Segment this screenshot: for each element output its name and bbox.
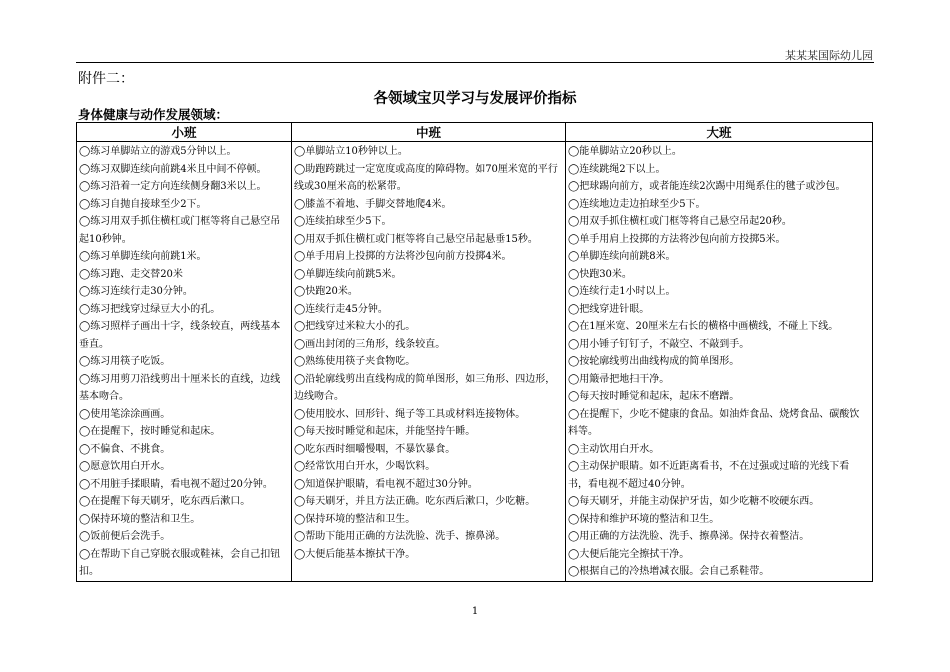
list-item: ◯用簸帚把地扫干净。 [568,373,670,385]
small-class-column [77,142,292,582]
list-item: ◯在提醒下每天刷牙，吃东西后漱口。 [79,496,251,507]
list-item: ◯帮助下能用正确的方法洗脸、洗手、擦鼻涕。 [294,531,506,542]
list-item: ◯沿轮廓线剪出直线构成的简单图形，如三角形、四边形，边线吻合。 [294,373,556,402]
list-item: ◯经常饮用白开水，少喝饮料。 [294,461,436,472]
list-item: ◯按轮廓线剪出曲线构成的简单图形。 [568,356,740,367]
list-item: ◯连续行走45分钟。 [294,303,388,315]
school-name: 某某某国际幼儿园 [785,49,873,62]
list-item: ◯助跑跨跳过一定宽度或高度的障碍物。如70厘米宽的平行线或30厘米高的松紧带。 [294,163,558,192]
list-item: ◯熟练使用筷子夹食物吃。 [294,356,416,367]
page-number: 1 [471,606,479,617]
list-item: ◯保持环境的整洁和卫生。 [294,513,416,525]
list-item: ◯膝盖不着地、手脚交替地爬4米。 [294,198,452,210]
list-item: ◯把线穿进针眼。 [568,303,650,315]
evaluation-table [76,122,873,582]
header-divider [76,62,874,63]
table-body-row [77,142,873,582]
list-item: ◯练习把线穿过绿豆大小的孔。 [79,303,221,315]
list-item: ◯每天刷牙，并能主动保护牙齿，如少吃糖不咬硬东西。 [568,496,820,507]
list-item: ◯大便后能基本擦拭干净。 [294,548,416,560]
table-header-row [77,123,873,142]
list-item: ◯每天按时睡觉和起床，起床不磨蹭。 [568,391,740,402]
list-item: ◯用小锤子钉钉子，不敲空、不敲到手。 [568,338,750,350]
list-item: ◯使用笔涂涂画画。 [79,408,171,420]
list-item: ◯快跑30米。 [568,268,632,280]
column-header-middle-class: 中班 [292,123,566,142]
list-item: ◯快跑20米。 [294,286,358,297]
list-item: ◯用双手抓住横杠或门框等将自己悬空吊起20秒。 [568,216,792,227]
list-item: ◯每天按时睡觉和起床，并能坚持午睡。 [294,426,476,437]
list-item: ◯连续拍球至少5下。 [294,216,392,227]
list-item: ◯画出封闭的三角形，线条较直。 [294,338,446,350]
list-item: ◯在提醒下，按时睡觉和起床。 [79,426,221,437]
list-item: ◯不用脏手揉眼睛，看电视不超过20分钟。 [79,478,273,490]
list-item: ◯连续地边走边拍球至少5下。 [568,198,706,210]
list-item: ◯练习用剪刀沿线剪出十厘米长的直线，边线基本吻合。 [79,373,281,402]
list-item: ◯用双手抓住横杠或门框等将自己悬空吊起悬垂15秒。 [294,233,538,245]
list-item: ◯保持环境的整洁和卫生。 [79,513,201,525]
list-item: ◯单手用肩上投掷的方法将沙包向前方投掷5米。 [568,233,786,245]
list-item: ◯单脚站立10秒钟以上。 [294,146,408,157]
list-item: ◯把线穿过米粒大小的孔。 [294,321,416,332]
list-item: ◯主动饮用白开水。 [568,443,660,455]
list-item: ◯使用胶水、回形针、绳子等工具或材料连接物体。 [294,408,526,420]
section-title: 身体健康与动作发展领域： [78,107,229,122]
list-item: ◯知道保护眼睛，看电视不超过30分钟。 [294,478,478,490]
list-item: ◯保持和维护环境的整洁和卫生。 [568,513,720,525]
list-item: ◯练习照样子画出十字，线条较直，两线基本垂直。 [79,321,281,350]
list-item: ◯练习单脚站立的游戏5分钟以上。 [79,146,237,157]
list-item: ◯练习沿着一定方向连续侧身翻3米以上。 [79,181,267,192]
list-item: ◯在提醒下，少吃不健康的食品。如油炸食品、烧烤食品、碳酸饮料等。 [568,408,860,437]
list-item: ◯单手用肩上投掷的方法将沙包向前方投掷4米。 [294,251,512,262]
list-item: ◯在帮助下自己穿脱衣服或鞋袜，会自己扣钮扣。 [79,548,281,577]
list-item: ◯根据自己的冷热增减衣服。会自己系鞋带。 [568,566,770,577]
column-header-small-class: 小班 [77,123,292,142]
list-item: ◯连续跳绳2下以上。 [568,163,666,175]
list-item: ◯练习自抛自接球至少2下。 [79,198,207,210]
list-item: ◯大便后能完全擦拭干净。 [568,548,690,560]
list-item: ◯主动保护眼睛。如不近距离看书，不在过强或过暗的光线下看书，看电视不超过40分钟。 [568,461,850,490]
list-item: ◯单脚连续向前跳5米。 [294,268,402,280]
list-item: ◯练习连续行走30分钟。 [79,286,193,297]
list-item: ◯连续行走1小时以上。 [568,286,676,297]
middle-class-column [292,142,566,582]
attachment-label: 附件二： [78,71,134,87]
list-item: ◯练习用双手抓住横杠或门框等将自己悬空吊起10秒钟。 [79,216,281,245]
list-item: ◯把球踢向前方，或者能连续2次踢中用绳系住的毽子或沙包。 [568,181,846,192]
list-item: ◯练习单脚连续向前跳1米。 [79,251,207,262]
list-item: ◯能单脚站立20秒以上。 [568,146,682,157]
list-item: ◯每天刷牙，并且方法正确。吃东西后漱口，少吃糖。 [294,496,536,507]
document-title: 各领域宝贝学习与发展评价指标 [373,91,577,107]
large-class-column [566,142,873,582]
column-header-large-class: 大班 [566,123,873,142]
list-item: ◯练习双脚连续向前跳4米且中间不停顿。 [79,163,267,175]
list-item: ◯吃东西时细嚼慢咽，不暴饮暴食。 [294,443,456,455]
list-item: ◯用正确的方法洗脸、洗手、擦鼻涕。保持衣着整洁。 [568,531,810,542]
list-item: ◯愿意饮用白开水。 [79,461,171,472]
list-item: ◯单脚连续向前跳8米。 [568,251,676,262]
list-item: ◯练习用筷子吃饭。 [79,356,171,367]
list-item: ◯不偏食、不挑食。 [79,443,171,455]
list-item: ◯练习跑、走交替20米 [79,268,183,280]
list-item: ◯在1厘米宽、20厘米左右长的横格中画横线，不碰上下线。 [568,321,839,332]
list-item: ◯饭前便后会洗手。 [79,531,171,542]
